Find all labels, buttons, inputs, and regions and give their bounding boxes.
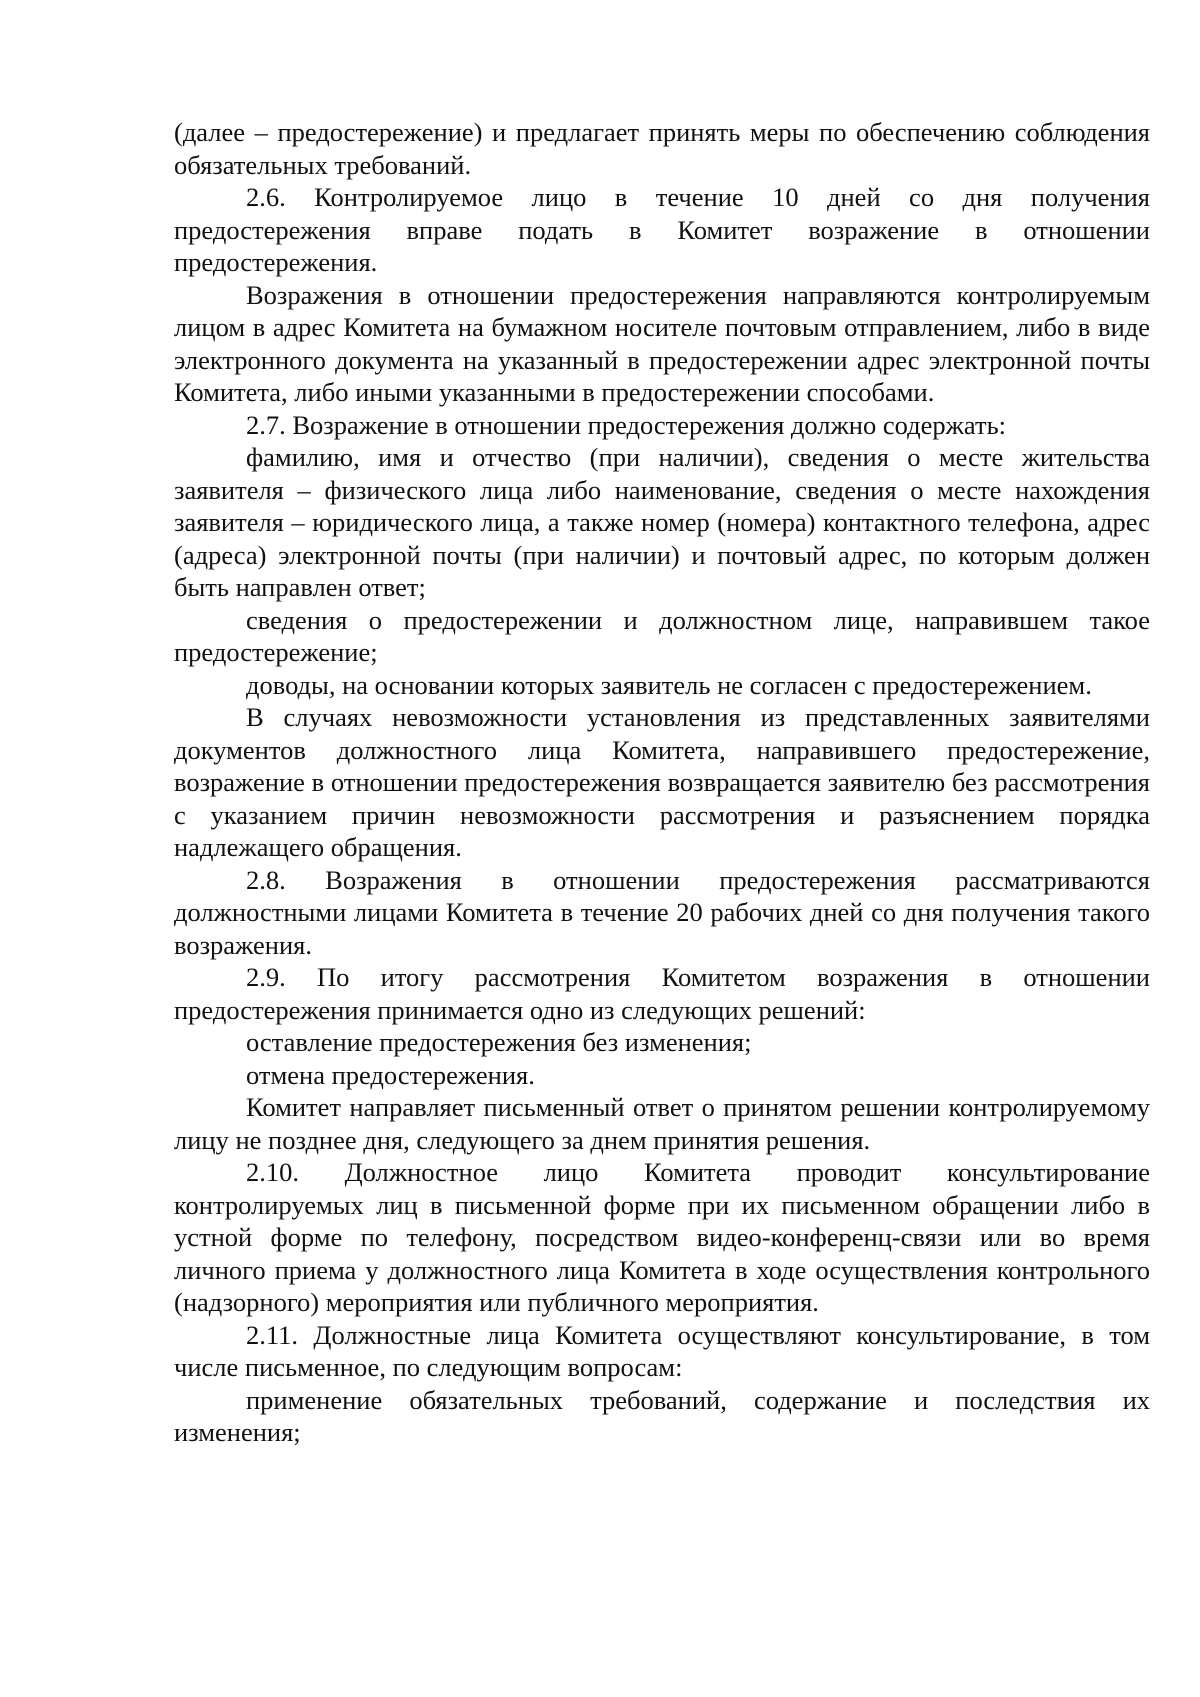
paragraph-arguments: доводы, на основании которых заявитель не согласен с предостережением. <box>246 669 1092 700</box>
paragraph-objection-sending: Возражения в отношении предостережения направляются контролируемым лицом в адрес Комитета на бумажном носителе почтовым отправлением, либо в виде электронного документа на указанный в предостережении адрес электронной почты Комитета, либо иными указанными в предостережении способами. <box>174 279 1150 407</box>
paragraph-decision-keep: оставление предостережения без изменения; <box>246 1027 752 1057</box>
paragraph-2-8: 2.8. Возражения в отношении предостережения рассматриваются должностными лицами Комитета в течение 20 рабочих дней со дня получения такого возражения. <box>174 864 1150 960</box>
paragraph-requirements-application: применение обязательных требований, содержание и последствия их изменения; <box>174 1384 1150 1447</box>
paragraph-2-9: 2.9. По итогу рассмотрения Комитетом возражения в отношении предостережения принимается одно из следующих решений: <box>174 962 1150 1025</box>
paragraph-2-10: 2.10. Должностное лицо Комитета проводит консультирование контролируемых лиц в письменной форме при их письменном обращении либо в устной форме по телефону, посредством видео-конференц-связи или во время личного приема у должностного лица Комитета в ходе осуществления контрольного (надзорного) мероприятия или публичного мероприятия. <box>174 1157 1150 1317</box>
paragraph-written-answer: Комитет направляет письменный ответ о принятом решении контролируемому лицу не позднее дня, следующего за днем принятия решения. <box>174 1092 1150 1155</box>
paragraph-2-6: 2.6. Контролируемое лицо в течение 10 дней со дня получения предостережения вправе подать в Комитет возражение в отношении предостережения. <box>174 182 1150 277</box>
paragraph-decision-cancel: отмена предостережения. <box>246 1059 535 1090</box>
paragraph-2-7: 2.7. Возражение в отношении предостережения должно содержать: <box>246 409 1007 440</box>
document-text-body <box>174 116 1150 1449</box>
paragraph-return-without-review: В случаях невозможности установления из представленных заявителями документов должностного лица Комитета, направившего предостережение, возражение в отношении предостережения возвращается заявителю без рассмотрения с указанием причин невозможности рассмотрения и разъяснением порядка надлежащего обращения. <box>174 702 1150 862</box>
paragraph-warning-details: сведения о предостережении и должностном лице, направившем такое предостережение; <box>174 604 1150 667</box>
paragraph-2-11: 2.11. Должностные лица Комитета осуществляют консультирование, в том числе письменное, по следующим вопросам: <box>174 1319 1150 1382</box>
paragraph-applicant-details: фамилию, имя и отчество (при наличии), сведения о месте жительства заявителя – физического лица либо наименование, сведения о месте нахождения заявителя – юридического лица, а также номер (номера) контактного телефона, адрес (адреса) электронной почты (при наличии) и почтовый адрес, по которым должен быть направлен ответ; <box>174 442 1150 602</box>
paragraph-continuation-warning: (далее – предостережение) и предлагает принять меры по обеспечению соблюдения обязательных требований. <box>174 117 1150 180</box>
